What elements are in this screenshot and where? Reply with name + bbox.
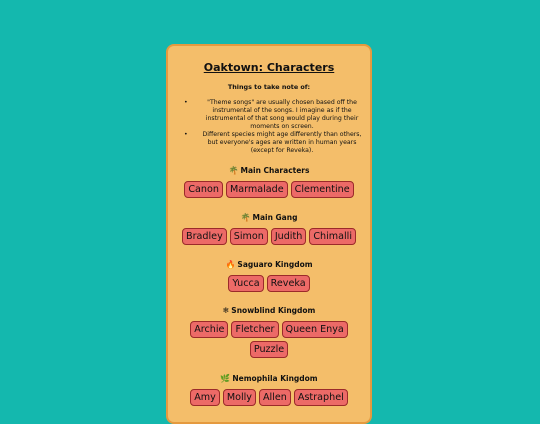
leaf-icon: 🌿 — [220, 374, 231, 383]
button-row — [168, 341, 370, 358]
fire-icon: 🔥 — [225, 260, 236, 269]
note-item: • Different species might age differently than others, but everyone's ages are written in human years (except for Reveka). — [184, 131, 362, 154]
section-heading: ❄ Snowblind Kingdom — [222, 306, 316, 315]
character-button-allen[interactable]: Allen — [259, 389, 291, 406]
notes-list — [178, 99, 364, 155]
button-row — [168, 228, 370, 245]
button-row — [168, 275, 370, 292]
content-card — [166, 44, 372, 424]
note-item: • "Theme songs" are usually chosen based off the instrumental of the songs. I imagine as if the instrumental of that song would play during their moments on screen. — [184, 99, 359, 130]
character-button-canon[interactable]: Canon — [184, 181, 223, 198]
button-row — [168, 389, 370, 406]
bullet-icon: • — [184, 131, 188, 138]
character-button-reveka[interactable]: Reveka — [267, 275, 310, 292]
section-main-characters — [168, 164, 370, 198]
bullet-icon: • — [184, 99, 188, 106]
section-saguaro-kingdom — [168, 258, 370, 292]
character-button-queen-enya[interactable]: Queen Enya — [282, 321, 348, 338]
character-button-yucca[interactable]: Yucca — [228, 275, 263, 292]
section-heading: 🌿 Nemophila Kingdom — [220, 374, 318, 383]
section-nemophila-kingdom — [168, 372, 370, 406]
character-button-molly[interactable]: Molly — [223, 389, 256, 406]
button-row — [168, 181, 370, 198]
palm-tree-icon: 🌴 — [240, 213, 251, 222]
character-button-judith[interactable]: Judith — [271, 228, 307, 245]
snowflake-icon: ❄ — [222, 306, 230, 315]
notes-heading: Things to take note of: — [227, 83, 311, 91]
button-row — [168, 321, 370, 338]
character-button-marmalade[interactable]: Marmalade — [226, 181, 288, 198]
section-heading: 🌴 Main Gang — [240, 213, 298, 222]
section-heading: 🔥 Saguaro Kingdom — [225, 260, 313, 269]
character-button-bradley[interactable]: Bradley — [182, 228, 227, 245]
section-snowblind-kingdom — [168, 304, 370, 358]
character-button-chimalli[interactable]: Chimalli — [309, 228, 356, 245]
section-heading: 🌴 Main Characters — [228, 166, 310, 175]
section-main-gang — [168, 211, 370, 245]
character-button-simon[interactable]: Simon — [230, 228, 268, 245]
page-title: Oaktown: Characters — [203, 61, 335, 74]
character-button-clementine[interactable]: Clementine — [291, 181, 354, 198]
character-button-amy[interactable]: Amy — [190, 389, 220, 406]
character-button-puzzle[interactable]: Puzzle — [250, 341, 288, 358]
character-button-archie[interactable]: Archie — [190, 321, 228, 338]
character-button-fletcher[interactable]: Fletcher — [231, 321, 278, 338]
palm-tree-icon: 🌴 — [228, 166, 239, 175]
character-button-astraphel[interactable]: Astraphel — [294, 389, 348, 406]
